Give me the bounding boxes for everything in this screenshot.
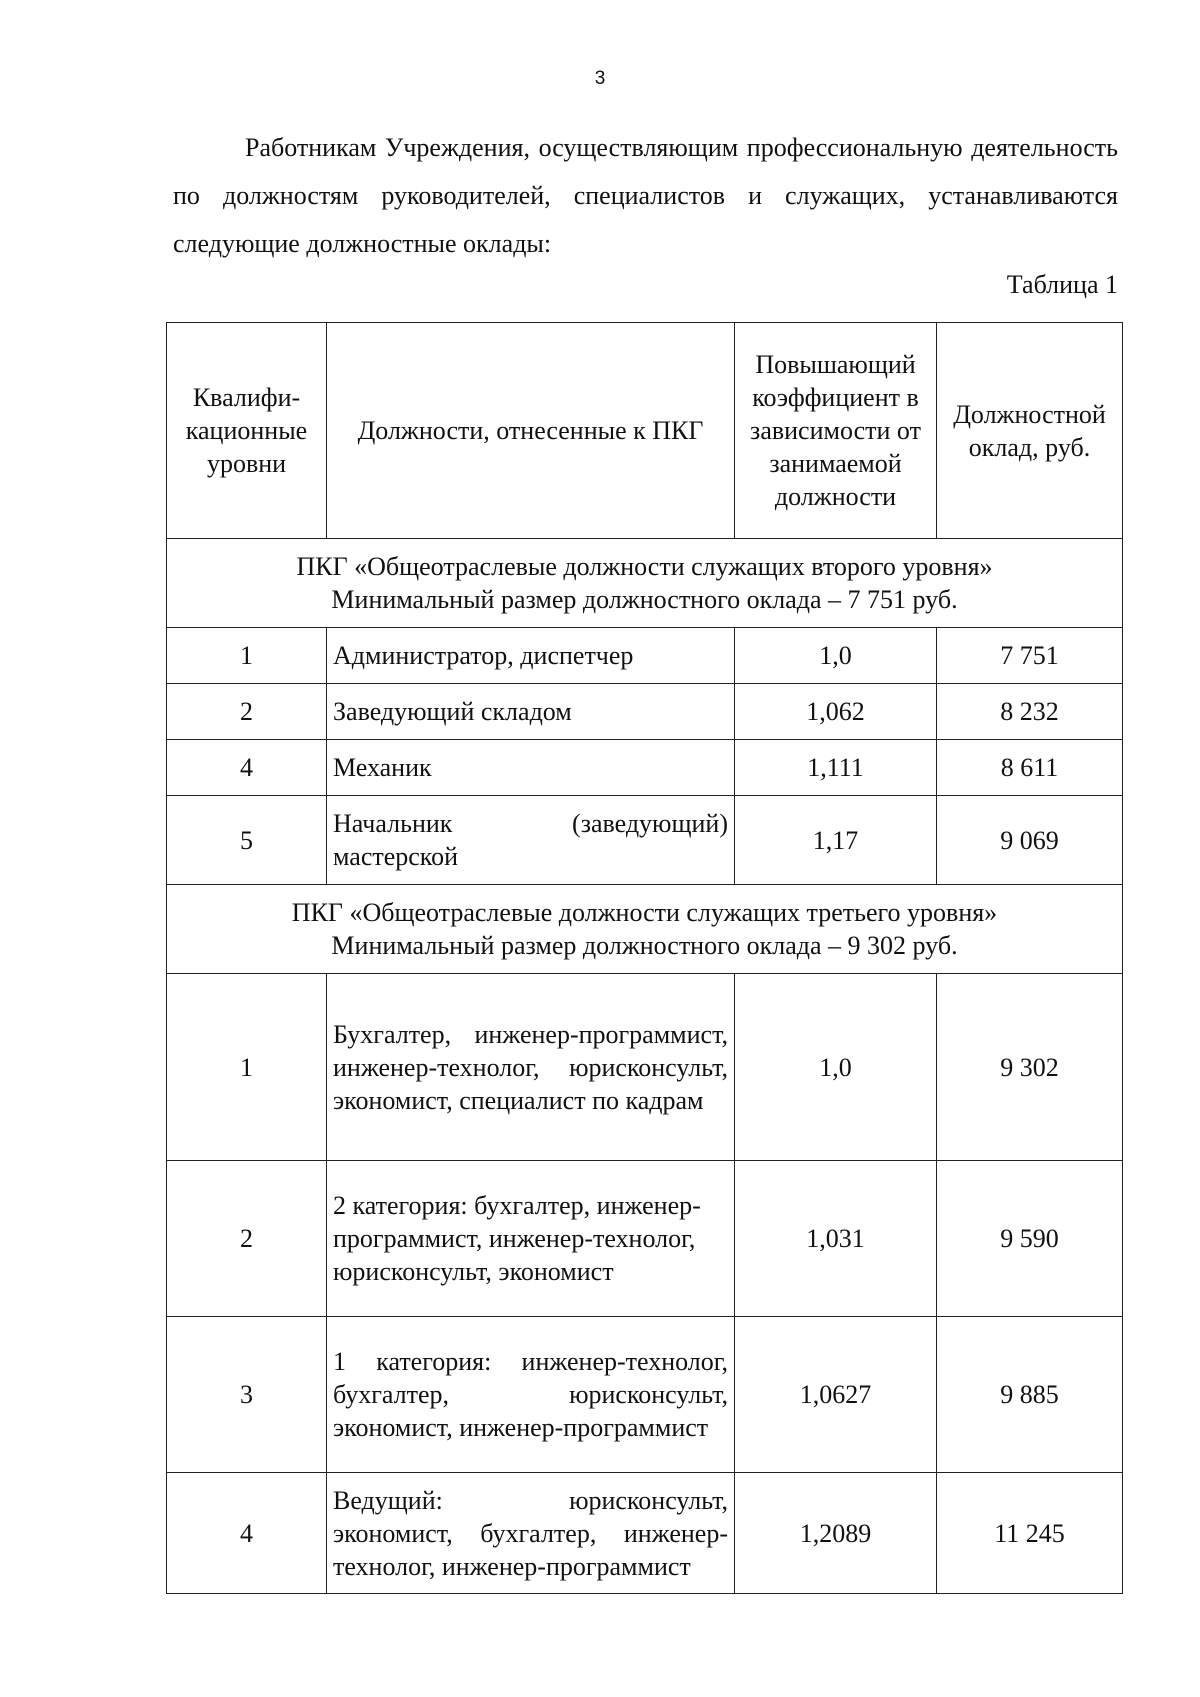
cell-position: Начальник (заведующий) мастерской	[327, 796, 735, 885]
group-title: ПКГ «Общеотраслевые должности служащих третьего уровня»	[291, 898, 998, 927]
cell-salary: 11 245	[937, 1473, 1123, 1594]
header-positions: Должности, отнесенные к ПКГ	[327, 323, 735, 539]
group-header-row	[167, 885, 1123, 974]
table-row	[167, 974, 1123, 1161]
page-number: 3	[594, 68, 606, 89]
intro-paragraph: Работникам Учреждения, осуществляющим профессиональную деятельность по должностям руководителей, специалистов и служащих, устанавливаются следующие должностные оклады:	[173, 133, 1118, 258]
group-min-salary: Минимальный размер должностного оклада – 9 302 руб.	[331, 931, 958, 960]
header-qualification-levels: Квалифи-кационные уровни	[167, 323, 327, 539]
cell-coefficient: 1,17	[735, 796, 937, 885]
cell-salary: 9 069	[937, 796, 1123, 885]
header-salary: Должностной оклад, руб.	[937, 323, 1123, 539]
table-row	[167, 796, 1123, 885]
cell-salary: 9 885	[937, 1317, 1123, 1473]
cell-position: Заведующий складом	[327, 684, 735, 740]
group-header-row	[167, 539, 1123, 628]
cell-position: Ведущий: юрисконсульт, экономист, бухгалтер, инженер-технолог, инженер-программист	[327, 1473, 735, 1594]
cell-coefficient: 1,0	[735, 974, 937, 1161]
cell-salary: 7 751	[937, 628, 1123, 684]
group-header-cell	[167, 885, 1123, 974]
cell-level: 1	[167, 628, 327, 684]
table-row	[167, 1473, 1123, 1594]
cell-level: 4	[167, 740, 327, 796]
cell-position: 1 категория: инженер-технолог, бухгалтер, юрисконсульт, экономист, инженер-программист	[327, 1317, 735, 1473]
cell-level: 4	[167, 1473, 327, 1594]
group-title: ПКГ «Общеотраслевые должности служащих второго уровня»	[296, 552, 993, 581]
table-caption: Таблица 1	[1006, 270, 1118, 299]
cell-position: Администратор, диспетчер	[327, 628, 735, 684]
cell-coefficient: 1,031	[735, 1161, 937, 1317]
table-header-row	[167, 323, 1123, 539]
cell-level: 2	[167, 1161, 327, 1317]
cell-coefficient: 1,0627	[735, 1317, 937, 1473]
cell-salary: 9 302	[937, 974, 1123, 1161]
table-row	[167, 1161, 1123, 1317]
header-coefficient: Повышающий коэффициент в зависимости от занимаемой должности	[735, 323, 937, 539]
cell-position: Механик	[327, 740, 735, 796]
cell-level: 3	[167, 1317, 327, 1473]
group-min-salary: Минимальный размер должностного оклада – 7 751 руб.	[331, 585, 958, 614]
cell-salary: 8 611	[937, 740, 1123, 796]
table-row	[167, 740, 1123, 796]
cell-coefficient: 1,111	[735, 740, 937, 796]
table-row	[167, 1317, 1123, 1473]
cell-salary: 9 590	[937, 1161, 1123, 1317]
group-header-cell	[167, 539, 1123, 628]
table-row	[167, 684, 1123, 740]
cell-coefficient: 1,0	[735, 628, 937, 684]
cell-position: 2 категория: бухгалтер, инженер-программист, инженер-технолог, юрисконсульт, экономист	[327, 1161, 735, 1317]
cell-level: 5	[167, 796, 327, 885]
cell-level: 2	[167, 684, 327, 740]
table-row	[167, 628, 1123, 684]
cell-level: 1	[167, 974, 327, 1161]
cell-coefficient: 1,062	[735, 684, 937, 740]
cell-position: Бухгалтер, инженер-программист, инженер-технолог, юрисконсульт, экономист, специалист по кадрам	[327, 974, 735, 1161]
cell-salary: 8 232	[937, 684, 1123, 740]
cell-coefficient: 1,2089	[735, 1473, 937, 1594]
salary-table	[166, 322, 1123, 1594]
